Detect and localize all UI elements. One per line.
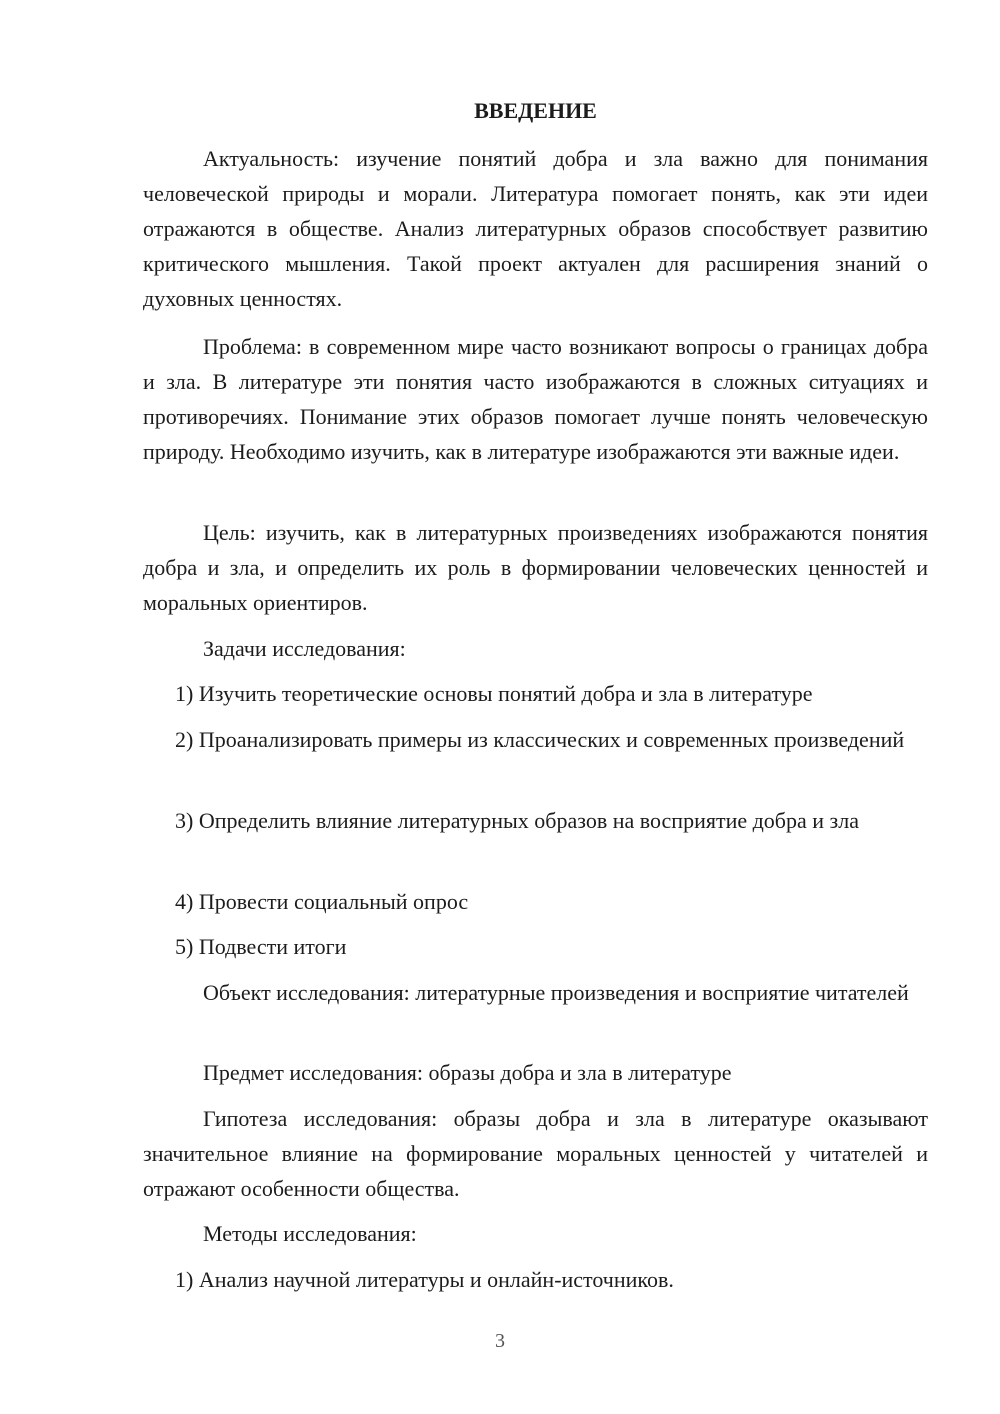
task-item-2: 2) Проанализировать примеры из классических и современных произведений	[175, 727, 905, 752]
tasks-heading: Задачи исследования:	[203, 636, 406, 661]
object-paragraph: Объект исследования: литературные произведения и восприятие читателей	[203, 980, 909, 1005]
task-item-1: 1) Изучить теоретические основы понятий добра и зла в литературе	[175, 681, 813, 706]
task-item-3: 3) Определить влияние литературных образов на восприятие добра и зла	[175, 808, 859, 833]
method-item-1: 1) Анализ научной литературы и онлайн-источников.	[175, 1267, 674, 1292]
page-number: 3	[495, 1330, 505, 1352]
methods-heading: Методы исследования:	[203, 1221, 417, 1246]
page-title: ВВЕДЕНИЕ	[474, 98, 597, 123]
task-item-4: 4) Провести социальный опрос	[175, 889, 469, 914]
goal-paragraph: Цель: изучить, как в литературных произведениях изображаются понятия добра и зла, и определить их роль в формировании человеческих ценностей и моральных ориентиров.	[143, 520, 928, 615]
subject-paragraph: Предмет исследования: образы добра и зла в литературе	[203, 1060, 732, 1085]
task-item-5: 5) Подвести итоги	[175, 934, 347, 959]
problem-paragraph: Проблема: в современном мире часто возникают вопросы о границах добра и зла. В литературе эти понятия часто изображаются в сложных ситуациях и противоречиях. Понимание этих образов помогает лучше понять человеческую природу. Необходимо изучить, как в литературе изображаются эти важные идеи.	[143, 334, 928, 464]
relevance-paragraph: Актуальность: изучение понятий добра и зла важно для понимания человеческой природы и морали. Литература помогает понять, как эти идеи отражаются в обществе. Анализ литературных образов способствует развитию критического мышления. Такой проект актуален для расширения знаний о духовных ценностях.	[143, 146, 928, 311]
hypothesis-paragraph: Гипотеза исследования: образы добра и зла в литературе оказывают значительное влияние на формирование моральных ценностей у читателей и отражают особенности общества.	[143, 1106, 928, 1201]
